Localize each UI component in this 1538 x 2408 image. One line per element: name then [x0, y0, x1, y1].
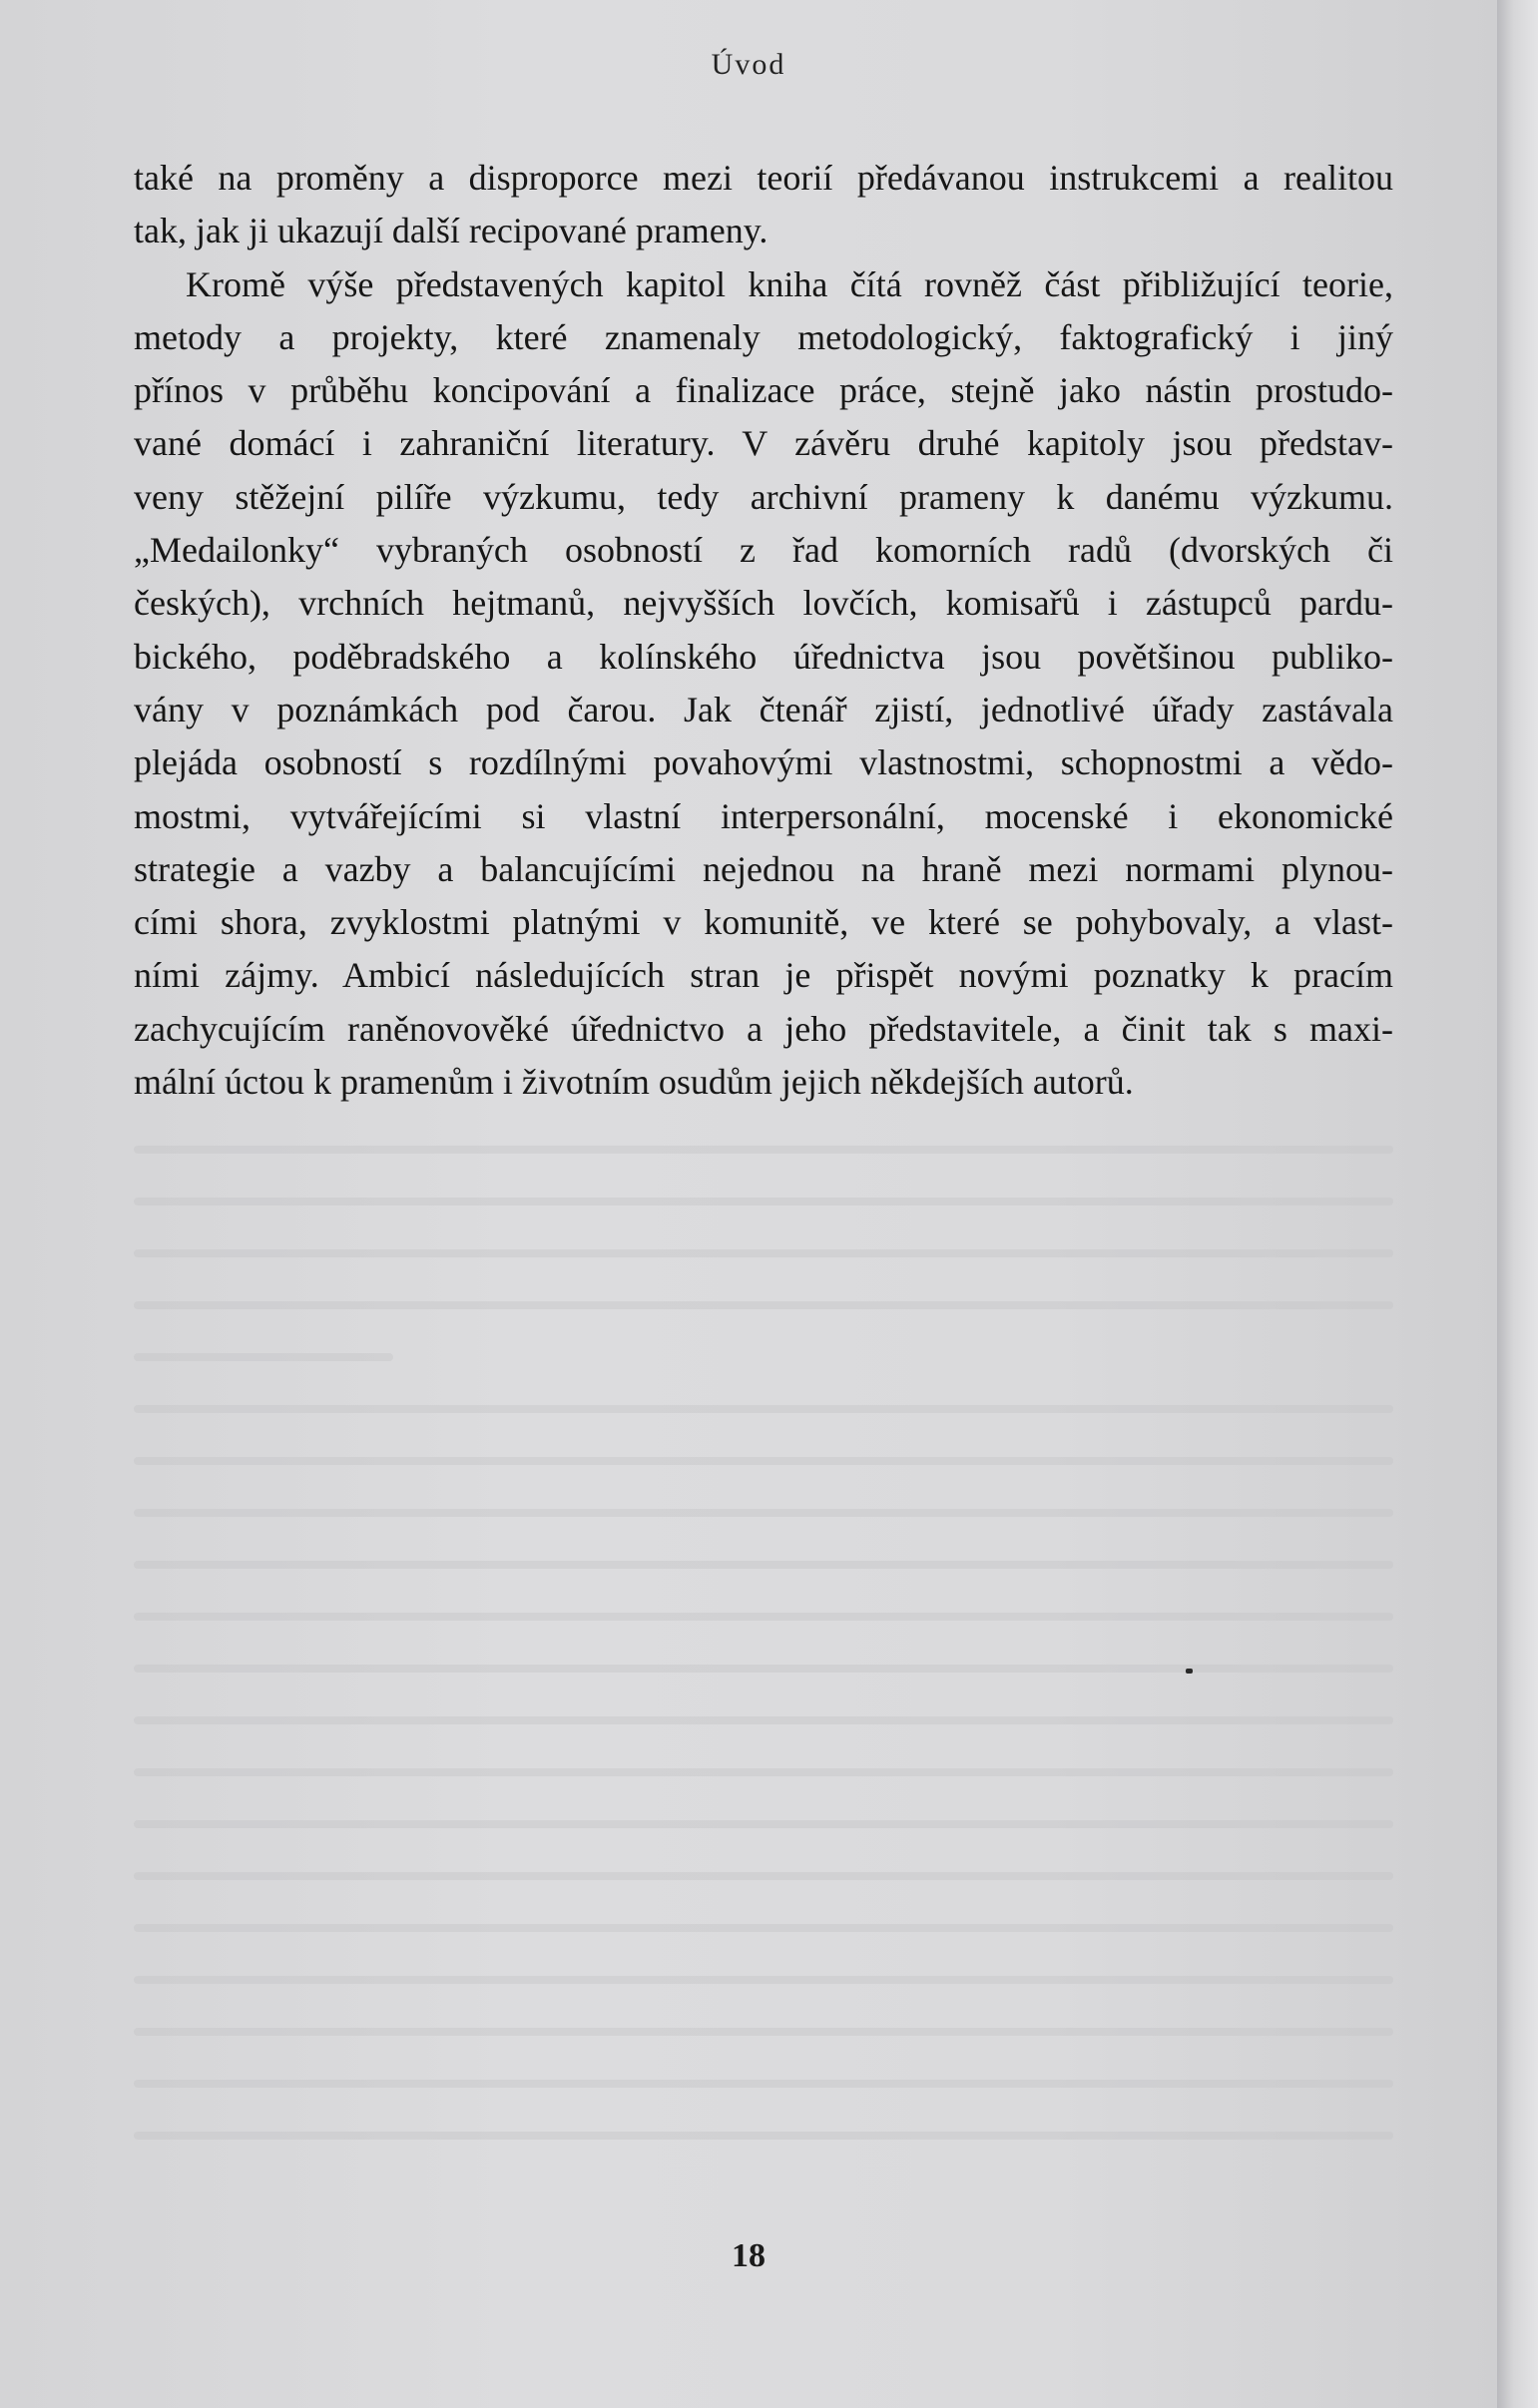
show-through [134, 1665, 1393, 1673]
page-edge [1497, 0, 1538, 2408]
ink-speck [1186, 1669, 1193, 1674]
show-through [134, 2028, 1393, 2036]
paragraph [134, 258, 1393, 1110]
show-through [134, 1146, 1393, 1154]
show-through [134, 2132, 1393, 2140]
show-through [134, 1405, 1393, 1413]
show-through [134, 1353, 393, 1361]
running-head: Úvod [711, 48, 786, 81]
show-through [134, 1872, 1393, 1880]
text-line: veny stěžejní pilíře výzkumu, tedy archivní prameny k danému výzkumu. [134, 476, 1393, 517]
show-through [134, 1924, 1393, 1932]
show-through [134, 1249, 1393, 1257]
show-through [134, 1716, 1393, 1724]
text-line: metody a projekty, které znamenaly metodologický, faktografický i jiný [134, 316, 1393, 357]
text-line: také na proměny a disproporce mezi teorií předávanou instrukcemi a realitou [134, 158, 1393, 198]
show-through [134, 1301, 1393, 1309]
show-through [134, 1561, 1393, 1569]
show-through [134, 1509, 1393, 1517]
show-through [134, 1613, 1393, 1621]
text-line: přínos v průběhu koncipování a finalizace práce, stejně jako nástin prostudo- [134, 370, 1393, 411]
text-line: cími shora, zvyklostmi platnými v komunitě, ve které se pohybovaly, a vlast- [134, 902, 1393, 943]
page-number: 18 [732, 2237, 766, 2274]
text-line: mální úctou k pramenům i životním osudům jejich někdejších autorů. [134, 1062, 1134, 1103]
text-line: bického, poděbradského a kolínského úřednictva jsou povětšinou publiko- [134, 636, 1393, 677]
text-line: mostmi, vytvářejícími si vlastní interpersonální, mocenské i ekonomické [134, 795, 1393, 836]
text-line: českých), vrchních hejtmanů, nejvyšších lovčích, komisařů i zástupců pardu- [134, 583, 1393, 624]
text-line: strategie a vazby a balancujícími nejednou na hraně mezi normami plynou- [134, 848, 1393, 889]
show-through [134, 1976, 1393, 1984]
text-line: tak, jak ji ukazují další recipované prameny. [134, 211, 769, 251]
text-line: „Medailonky“ vybraných osobností z řad komorních radů (dvorských či [134, 530, 1393, 571]
body-text [134, 152, 1393, 1109]
text-line: vány v poznámkách pod čarou. Jak čtenář zjistí, jednotlivé úřady zastávala [134, 689, 1393, 729]
text-line: zachycujícím raněnovověké úřednictvo a jeho představitele, a činit tak s maxi- [134, 1008, 1393, 1049]
show-through [134, 1198, 1393, 1205]
show-through [134, 2080, 1393, 2088]
text-line: Kromě výše představených kapitol kniha čítá rovněž část přibližující teorie, [186, 263, 1393, 304]
text-line: plejáda osobností s rozdílnými povahovými vlastnostmi, schopnostmi a vědo- [134, 742, 1393, 783]
text-line: vané domácí i zahraniční literatury. V závěru druhé kapitoly jsou představ- [134, 423, 1393, 464]
show-through [134, 1820, 1393, 1828]
show-through [134, 1457, 1393, 1465]
text-line: ními zájmy. Ambicí následujících stran je přispět novými poznatky k pracím [134, 955, 1393, 996]
show-through [134, 1768, 1393, 1776]
paragraph [134, 152, 1393, 258]
